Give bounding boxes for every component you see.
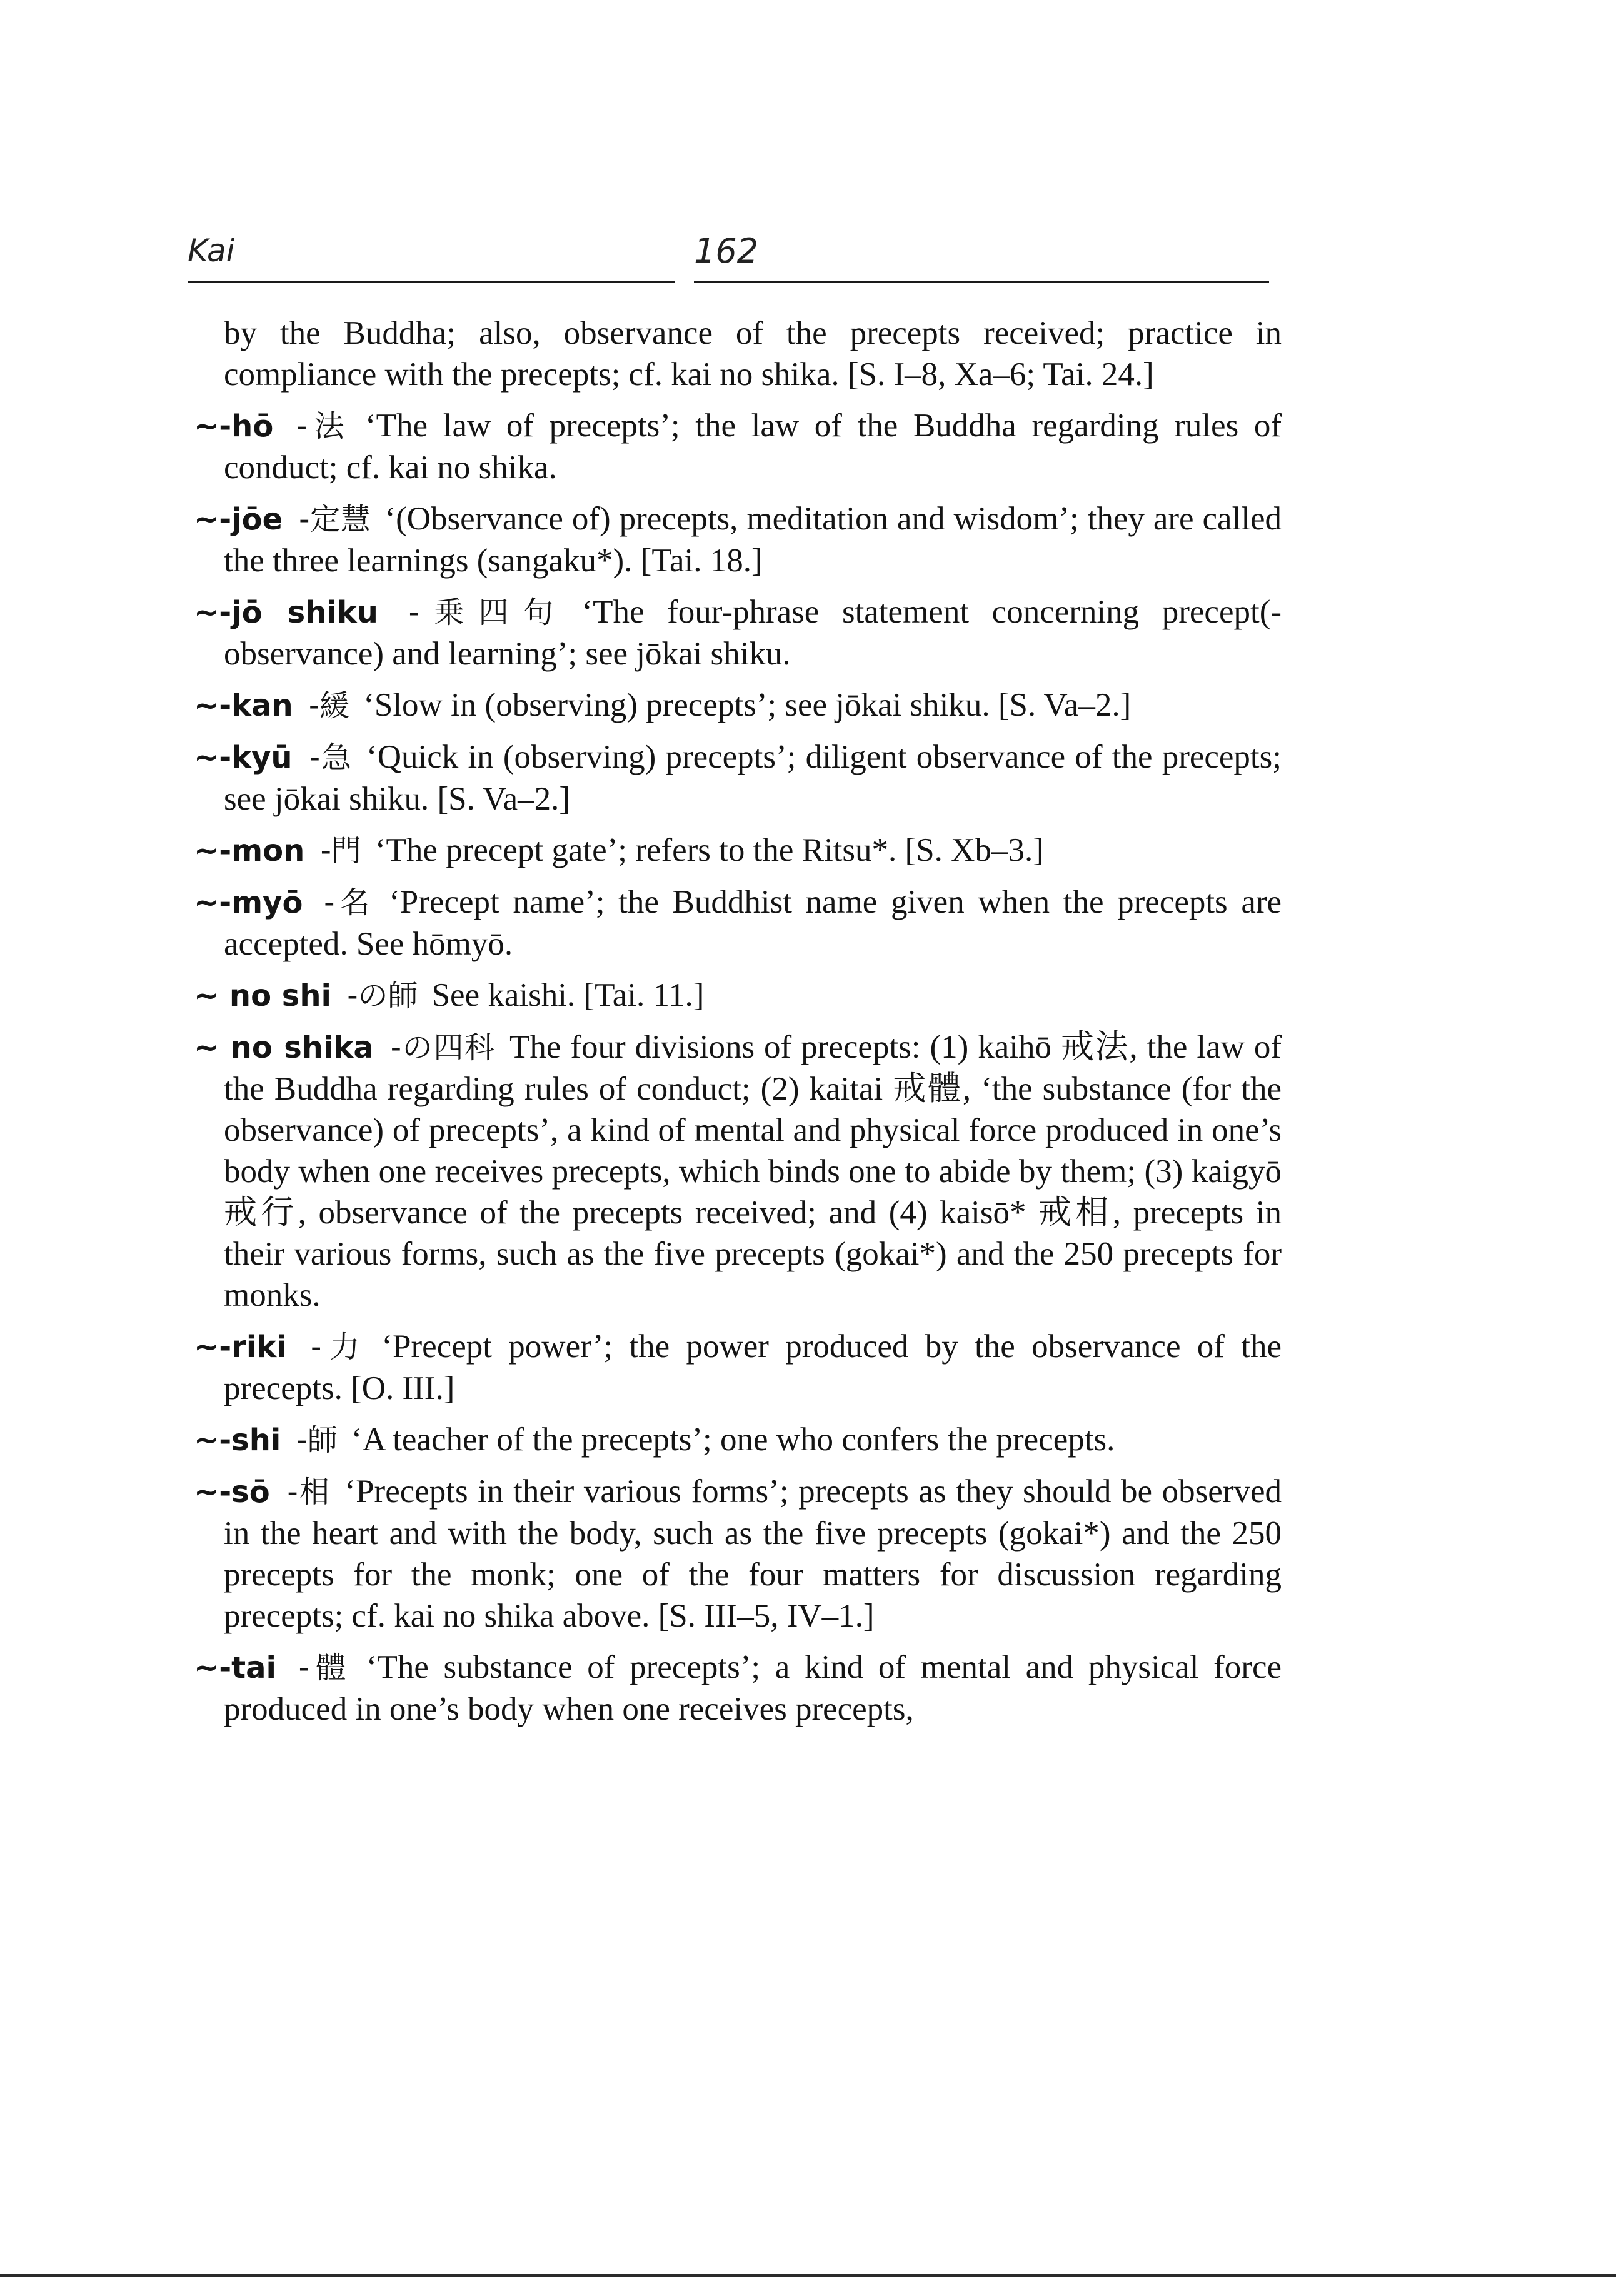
header-rule-left — [188, 281, 675, 283]
scan-bottom-edge — [0, 2274, 1616, 2277]
entry-kai-no-shika — [194, 1026, 1282, 1316]
entry-kai-ho — [194, 405, 1282, 488]
entry-kanji: -の師 — [347, 978, 418, 1013]
entry-headword: ~-sō — [194, 1475, 270, 1510]
entry-kanji: -體 — [298, 1650, 353, 1685]
entry-definition: The four divisions of precepts: (1) kaihō 戒法, the law of the Buddha regarding rules of conduct; (2) kaitai 戒體, ‘the substance (for the observance) of precepts’, a kind of mental and physical force produced in one’s body when one receives precepts, which binds one to abide by them; (3) kaigyō 戒行, observance of the precepts received; and (4) kaisō* 戒相, precepts in their various forms, such as the five precepts (gokai*) and the 250 precepts for monks. — [224, 1029, 1282, 1313]
entry-definition: ‘A teacher of the precepts’; one who confers the precepts. — [351, 1421, 1115, 1458]
entry-kai-myo — [194, 881, 1282, 965]
entry-definition: ‘Slow in (observing) precepts’; see jōkai shiku. [S. Va–2.] — [363, 687, 1132, 723]
entry-kanji: -師 — [296, 1423, 338, 1458]
entry-kanji: -名 — [324, 885, 376, 920]
page-number: 162 — [694, 231, 759, 271]
entry-headword: ~-tai — [194, 1650, 276, 1685]
entry-headword: ~-shi — [194, 1423, 281, 1458]
entry-definition: ‘The precept gate’; refers to the Ritsu*. [S. Xb–3.] — [374, 832, 1044, 868]
entry-definition: ‘The four-phrase statement concerning precept(-observance) and learning’; see jōkai shiku. — [224, 594, 1282, 672]
entry-kanji: -乗四句 — [408, 595, 568, 630]
entry-kai-jo-shiku — [194, 591, 1282, 674]
entry-definition: ‘Quick in (observing) precepts’; diligent observance of the precepts; see jōkai shiku. [S. Va–2.] — [224, 739, 1282, 817]
entry-kai-shi — [194, 1419, 1282, 1461]
entry-kanji: -力 — [310, 1330, 368, 1365]
entry-kai-joe — [194, 498, 1282, 581]
entry-headword: ~-riki — [194, 1330, 287, 1365]
entry-definition: ‘(Observance of) precepts, meditation and wisdom’; they are called the three learnings (sangaku*). [Tai. 18.] — [224, 501, 1282, 579]
header-rule-right — [694, 281, 1269, 283]
entry-definition: ‘The substance of precepts’; a kind of mental and physical force produced in one’s body when one receives precepts, — [224, 1649, 1282, 1727]
entry-headword: ~-jō shiku — [194, 595, 378, 630]
entry-headword: ~-kan — [194, 688, 293, 723]
entry-kai-kyu — [194, 736, 1282, 820]
entry-kanji: -緩 — [308, 688, 350, 723]
entry-kanji: -相 — [287, 1475, 331, 1510]
entry-kanji: -門 — [320, 833, 361, 868]
dictionary-body — [194, 313, 1282, 1740]
entry-headword: ~-kyū — [194, 740, 293, 775]
entry-headword: ~ no shi — [194, 978, 331, 1013]
entry-kanji: -の四科 — [390, 1030, 496, 1065]
entry-headword: ~ no shika — [194, 1030, 374, 1065]
entry-headword: ~-mon — [194, 833, 305, 868]
entry-headword: ~-jōe — [194, 502, 283, 537]
running-head: Kai — [188, 233, 235, 269]
entry-definition: ‘Precepts in their various forms’; precepts as they should be observed in the heart and with the body, such as the five precepts (gokai*) and the 250 precepts for the monk; one of the four matters for discussion regarding precepts; cf. kai no shika above. [S. III–5, IV–1.] — [224, 1473, 1282, 1634]
entry-definition: ‘Precept power’; the power produced by the observance of the precepts. [O. III.] — [224, 1328, 1282, 1406]
entry-headword: ~-hō — [194, 409, 274, 444]
entry-kanji: -定慧 — [299, 502, 371, 537]
entry-kai-mon — [194, 830, 1282, 871]
entry-kai-kan — [194, 684, 1282, 726]
entry-kanji: -法 — [296, 409, 352, 444]
entry-kai-so — [194, 1471, 1282, 1637]
entry-definition: ‘The law of precepts’; the law of the Buddha regarding rules of conduct; cf. kai no shika. — [224, 408, 1282, 486]
entry-headword: ~-myō — [194, 885, 303, 920]
entry-definition: See kaishi. [Tai. 11.] — [431, 977, 705, 1013]
entry-kai-riki — [194, 1326, 1282, 1409]
continued-entry-text: by the Buddha; also, observance of the precepts received; practice in compliance with the precepts; cf. kai no shika. [S. I–8, Xa–6; Tai. 24.] — [224, 315, 1282, 393]
entry-kai-tai — [194, 1647, 1282, 1730]
entry-kanji: -急 — [309, 740, 353, 775]
entry-definition: ‘Precept name’; the Buddhist name given when the precepts are accepted. See hōmyō. — [224, 884, 1282, 962]
page-header — [188, 231, 1269, 281]
entry-kai-no-shi — [194, 975, 1282, 1016]
